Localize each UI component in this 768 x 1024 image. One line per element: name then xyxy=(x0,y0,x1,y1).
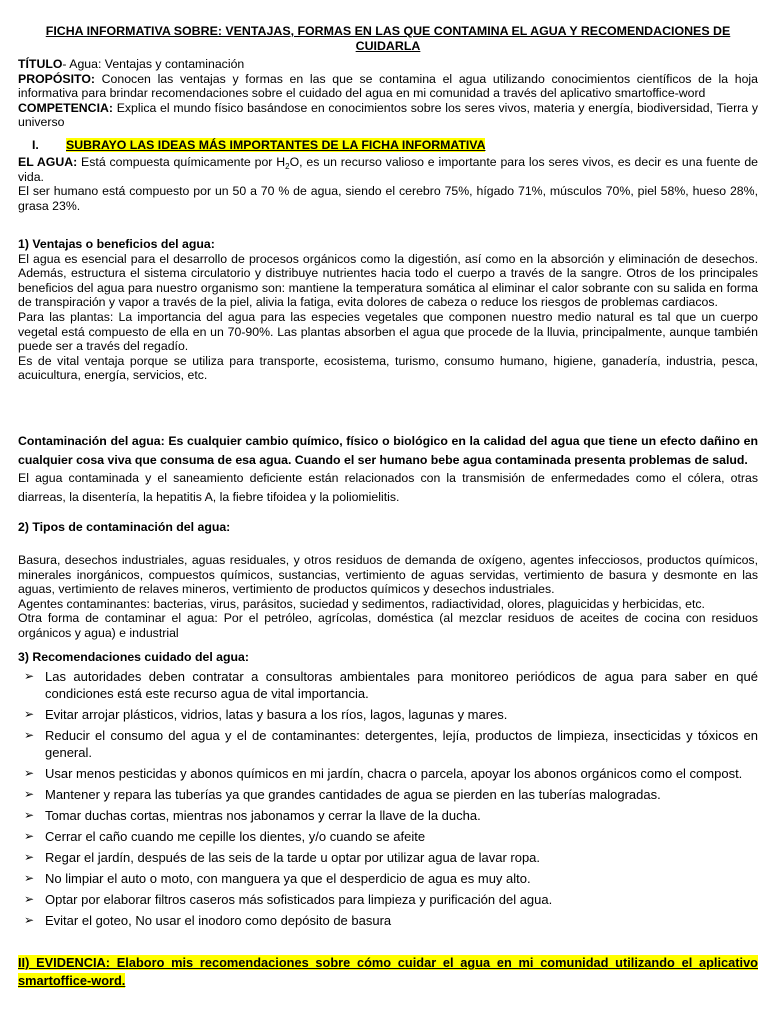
agua-block xyxy=(18,155,758,213)
proposito-label: PROPÓSITO: xyxy=(18,71,95,86)
list-item xyxy=(18,849,758,866)
list-item-text: Evitar arrojar plásticos, vidrios, latas y basura a los ríos, lagos, lagunas y mares. xyxy=(45,707,508,722)
arrow-bullet-icon: ➢ xyxy=(24,913,35,927)
meta-block xyxy=(18,57,758,130)
evidencia-text: II) EVIDENCIA: Elaboro mis recomendaciones sobre cómo cuidar el agua en mi comunidad utilizando el aplicativo smartoffice-word. xyxy=(18,955,758,988)
agua-subscript: 2 xyxy=(285,162,290,171)
list-item-text: Las autoridades deben contratar a consultoras ambientales para monitoreo periódicos de agua para saber en qué condiciones está este recurso agua de vital importancia. xyxy=(45,669,758,701)
proposito-text: Conocen las ventajas y formas en las que se contamina el agua utilizando conocimientos científicos de la hoja informativa para brindar recomendaciones sobre el cuidado del agua en mi comunidad a través del aplicativo smartoffice-word xyxy=(18,71,758,101)
arrow-bullet-icon: ➢ xyxy=(24,808,35,822)
arrow-bullet-icon: ➢ xyxy=(24,829,35,843)
list-item xyxy=(18,668,758,702)
list-item xyxy=(18,727,758,761)
titulo-label: TÍTULO xyxy=(18,57,63,71)
list-item xyxy=(18,765,758,782)
list-item xyxy=(18,807,758,824)
document-title: FICHA INFORMATIVA SOBRE: VENTAJAS, FORMAS EN LAS QUE CONTAMINA EL AGUA Y RECOMENDACIONES DE CUIDARLA xyxy=(45,24,731,53)
list-item-text: Mantener y repara las tuberías ya que grandes cantidades de agua se pierden en las tuberías malogradas. xyxy=(45,787,661,802)
titulo-text: - Agua: Ventajas y contaminación xyxy=(62,57,245,71)
list-item xyxy=(18,786,758,803)
list-item-text: Tomar duchas cortas, mientras nos jabonamos y cerrar la llave de la ducha. xyxy=(45,808,481,823)
arrow-bullet-icon: ➢ xyxy=(24,850,35,864)
agua-text-1: Está compuesta químicamente por H xyxy=(77,155,286,169)
tipos-heading: 2) Tipos de contaminación del agua: xyxy=(18,520,231,534)
ventajas-heading: 1) Ventajas o beneficios del agua: xyxy=(18,237,215,251)
agua-label: EL AGUA: xyxy=(18,155,78,169)
arrow-bullet-icon: ➢ xyxy=(24,766,35,780)
arrow-bullet-icon: ➢ xyxy=(24,892,35,906)
list-item xyxy=(18,870,758,887)
arrow-bullet-icon: ➢ xyxy=(24,728,35,742)
list-item xyxy=(18,891,758,908)
arrow-bullet-icon: ➢ xyxy=(24,669,35,683)
evidencia-block xyxy=(18,954,758,990)
proposito-paragraph xyxy=(18,72,758,101)
list-item xyxy=(18,706,758,723)
ventajas-block xyxy=(18,237,758,383)
section-one-heading xyxy=(18,138,758,153)
recomendaciones-heading: 3) Recomendaciones cuidado del agua: xyxy=(18,650,249,664)
tipos-block xyxy=(18,553,758,641)
list-item-text: No limpiar el auto o moto, con manguera ya que el desperdicio de agua es muy alto. xyxy=(45,871,531,886)
ventajas-paragraph-1: El agua es esencial para el desarrollo de procesos orgánicos como la digestión, así como en la absorción y eliminación de desechos. Además, estructura el sistema circulatorio y distribuye nutrientes hacia todo el cuerpo a través de la sangre. Otros de los principales beneficios del agua para nuestro organismo son: mantiene la temperatura somática al eliminar el calor sobrante con su salida en forma de transpiración y vapor a través de la piel, alivia la fatiga, evita dolores de cabeza o reduce los riesgos de problemas cardiacos. xyxy=(18,251,758,310)
tipos-paragraph-1: Basura, desechos industriales, aguas residuales, y otros residuos de demanda de oxígeno, agentes infecciosos, productos químicos, minerales inorgánicos, compuestos químicos, sustancias, vertimiento de aguas servidas, vertimiento de basura y desmonte en las aguas, vertimiento de relaves mineros, vertimiento de productos químicos y desechos industriales. xyxy=(18,553,758,597)
contaminacion-paragraph-1 xyxy=(18,432,758,469)
arrow-bullet-icon: ➢ xyxy=(24,787,35,801)
tipos-paragraph-3: Otra forma de contaminar el agua: Por el petróleo, agrícolas, doméstica (al mezclar residuos de aceites de cocina con residuos orgánicos y agua) e industrial xyxy=(18,611,758,640)
list-item-text: Optar por elaborar filtros caseros más sofisticados para limpieza y purificación del agua. xyxy=(45,892,553,907)
agua-text-2: O, es un recurso valioso e importante para los seres vivos, es decir es una fuente de vida. xyxy=(18,155,759,184)
tipos-paragraph-2: Agentes contaminantes: bacterias, virus, parásitos, suciedad y sedimentos, radiactividad, olores, plaguicidas y herbicidas, etc. xyxy=(18,596,705,611)
recomendaciones-list xyxy=(18,668,758,933)
section-one-number: I. xyxy=(32,138,39,152)
agua-composition: El ser humano está compuesto por un 50 a 70 % de agua, siendo el cerebro 75%, hígado 71%, músculos 70%, piel 58%, hueso 28%, grasa 23%. xyxy=(18,184,758,213)
competencia-text: Explica el mundo físico basándose en conocimientos sobre los seres vivos, materia y energía, biodiversidad, Tierra y universo xyxy=(18,100,758,130)
arrow-bullet-icon: ➢ xyxy=(24,871,35,885)
list-item xyxy=(18,912,758,929)
list-item-text: Reducir el consumo del agua y el de contaminantes: detergentes, lejía, productos de limpieza, insecticidas y tóxicos en general. xyxy=(45,728,758,760)
contaminacion-paragraph-2: El agua contaminada y el saneamiento deficiente están relacionados con la transmisión de enfermedades como el cólera, otras diarreas, la disentería, la hepatitis A, la fiebre tifoidea y la poliomielitis. xyxy=(18,471,758,504)
competencia-paragraph xyxy=(18,101,758,130)
ventajas-paragraph-2: Para las plantas: La importancia del agua para las especies vegetales que componen nuestro medio natural es tal que un cuerpo vegetal está compuesto de ella en un 70-90%. Las plantas absorben el agua que procede de la lluvia, principalmente, aunque también puede ser a través del regadío. xyxy=(18,309,758,354)
list-item-text: Cerrar el caño cuando me cepille los dientes, y/o cuando se afeite xyxy=(45,829,426,844)
titulo-line xyxy=(18,57,758,72)
list-item-text: Usar menos pesticidas y abonos químicos en mi jardín, chacra o parcela, apoyar los abonos orgánicos como el compost. xyxy=(45,766,743,781)
list-item-text: Regar el jardín, después de las seis de la tarde u optar por utilizar agua de lavar ropa. xyxy=(45,850,541,865)
agua-definition xyxy=(18,155,758,184)
list-item xyxy=(18,828,758,845)
competencia-label: COMPETENCIA: xyxy=(18,100,113,115)
list-item-text: Evitar el goteo, No usar el inodoro como depósito de basura xyxy=(45,913,392,928)
arrow-bullet-icon: ➢ xyxy=(24,707,35,721)
contaminacion-block xyxy=(18,432,758,506)
ventajas-paragraph-3: Es de vital ventaja porque se utiliza para transporte, ecosistema, turismo, consumo humano, higiene, ganadería, industria, pesca, acuicultura, energía, servicios, etc. xyxy=(18,353,758,383)
contaminacion-text: Contaminación del agua: Es cualquier cambio químico, físico o biológico en la calidad del agua que tiene un efecto dañino en cualquier cosa viva que consuma de esa agua. Cuando el ser humano bebe agua contaminada presenta problemas de salud. xyxy=(18,434,758,467)
section-one-label: SUBRAYO LAS IDEAS MÁS IMPORTANTES DE LA FICHA INFORMATIVA xyxy=(66,138,486,152)
